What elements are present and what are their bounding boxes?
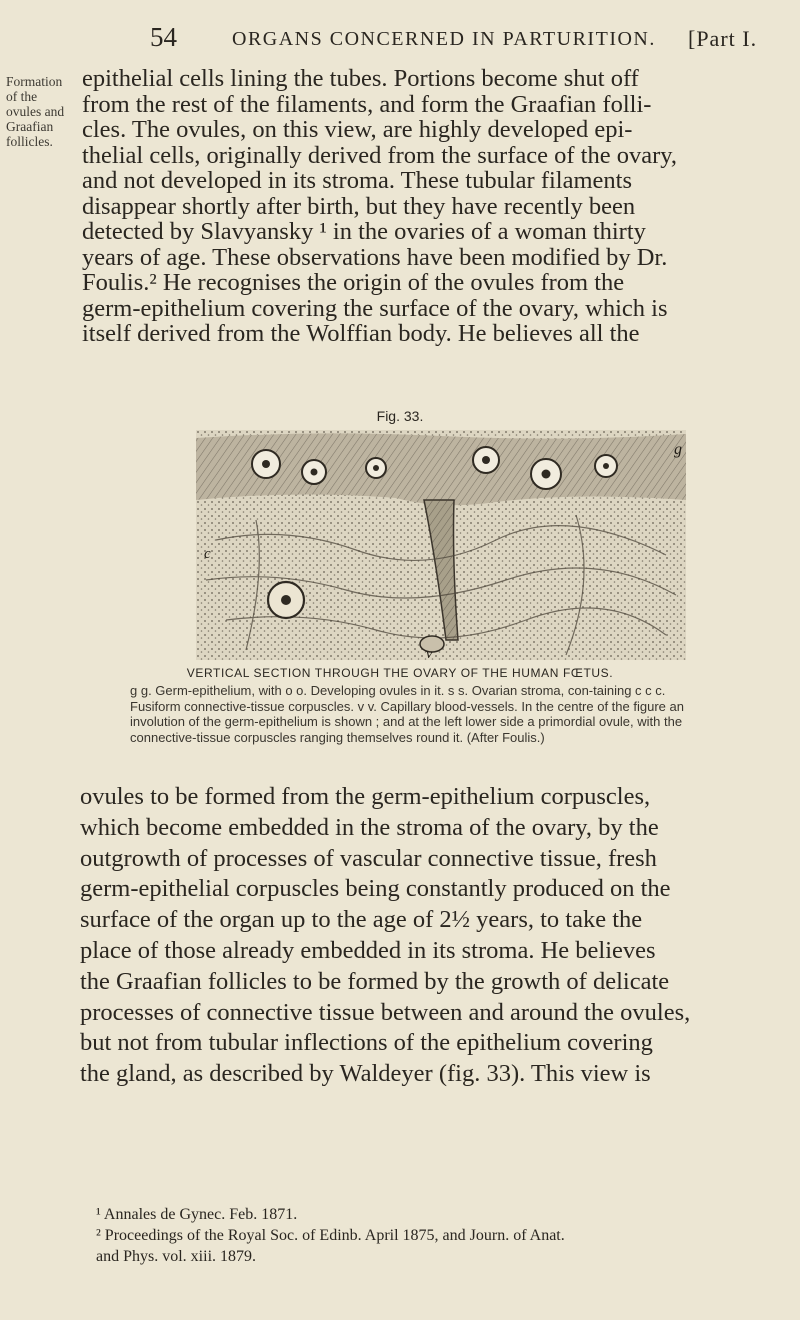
margin-note-line: Formation: [6, 74, 63, 89]
text-line: and not developed in its stroma. These tubular filaments: [82, 167, 632, 194]
marker-v: v: [426, 647, 433, 660]
text-line: disappear shortly after birth, but they have recently been: [82, 192, 636, 220]
footnote: and Phys. vol. xiii. 1879.: [96, 1248, 257, 1265]
footnote: ¹ Annales de Gynec. Feb. 1871.: [96, 1206, 298, 1223]
ovary-section-illustration: [196, 430, 686, 660]
text-line: but not from tubular inflections of the epithelium covering: [80, 1029, 653, 1057]
page-number: 54: [150, 22, 177, 52]
text-line: the Graafian follicles to be formed by the growth of delicate: [80, 967, 670, 995]
text-line: surface of the organ up to the age of 2½ years, to take the: [80, 906, 643, 934]
text-line: Foulis.² He recognises the origin of the ovules from the: [82, 269, 625, 296]
text-line: ovules to be formed from the germ-epithelium corpuscles,: [80, 783, 651, 810]
paragraph-2: [80, 782, 780, 1090]
figure-label: Fig. 33.: [376, 408, 424, 424]
margin-note-line: follicles.: [6, 134, 53, 149]
text-line: itself derived from the Wolffian body. He believes all the: [82, 320, 640, 347]
text-line: outgrowth of processes of vascular connective tissue, fresh: [80, 844, 657, 872]
part-label: [Part I.: [688, 26, 758, 51]
text-line: place of those already embedded in its stroma. He believes: [80, 936, 656, 964]
footnotes: [96, 1204, 776, 1267]
text-line: germ-epithelial corpuscles being constantly produced on the: [80, 875, 671, 903]
text-line: years of age. These observations have been modified by Dr.: [82, 243, 668, 271]
figure-caption: g g. Germ-epithelium, with o o. Developing ovules in it. s s. Ovarian stroma, con-taining c c c. Fusiform connective-tissue corpuscles. v v. Capillary blood-vessels. In the centre of the figure an involution of the germ-epithelium is shown ; and at the left lower side a primordial ovule, with the connective-tissue corpuscles ranging themselves round it. (After Foulis.): [130, 683, 684, 745]
text-line: the gland, as described by Waldeyer (fig. 33). This view is: [80, 1060, 651, 1088]
margin-note-line: of the: [6, 89, 38, 104]
text-line: epithelial cells lining the tubes. Portions become shut off: [82, 65, 639, 92]
text-line: cles. The ovules, on this view, are highly developed epi-: [82, 116, 633, 143]
text-line: which become embedded in the stroma of the ovary, by the: [80, 813, 659, 841]
text-line: from the rest of the filaments, and form the Graafian folli-: [82, 90, 652, 118]
text-line: processes of connective tissue between and around the ovules,: [80, 998, 691, 1026]
margin-note-line: ovules and: [6, 104, 65, 119]
paragraph-1: [82, 66, 772, 347]
figure-title: VERTICAL SECTION THROUGH THE OVARY OF THE HUMAN FŒTUS.: [186, 666, 614, 680]
margin-note: [6, 74, 70, 149]
footnote: ² Proceedings of the Royal Soc. of Edinb. April 1875, and Journ. of Anat.: [96, 1227, 565, 1244]
margin-note-line: Graafian: [6, 119, 54, 134]
text-line: germ-epithelium covering the surface of the ovary, which is: [82, 294, 668, 322]
marker-c: c: [204, 546, 211, 562]
running-title: ORGANS CONCERNED IN PARTURITION.: [232, 28, 656, 50]
text-line: detected by Slavyansky ¹ in the ovaries of a woman thirty: [82, 218, 646, 245]
text-line: thelial cells, originally derived from the surface of the ovary,: [82, 141, 678, 169]
marker-g: g: [674, 441, 682, 458]
running-header: [0, 22, 800, 62]
